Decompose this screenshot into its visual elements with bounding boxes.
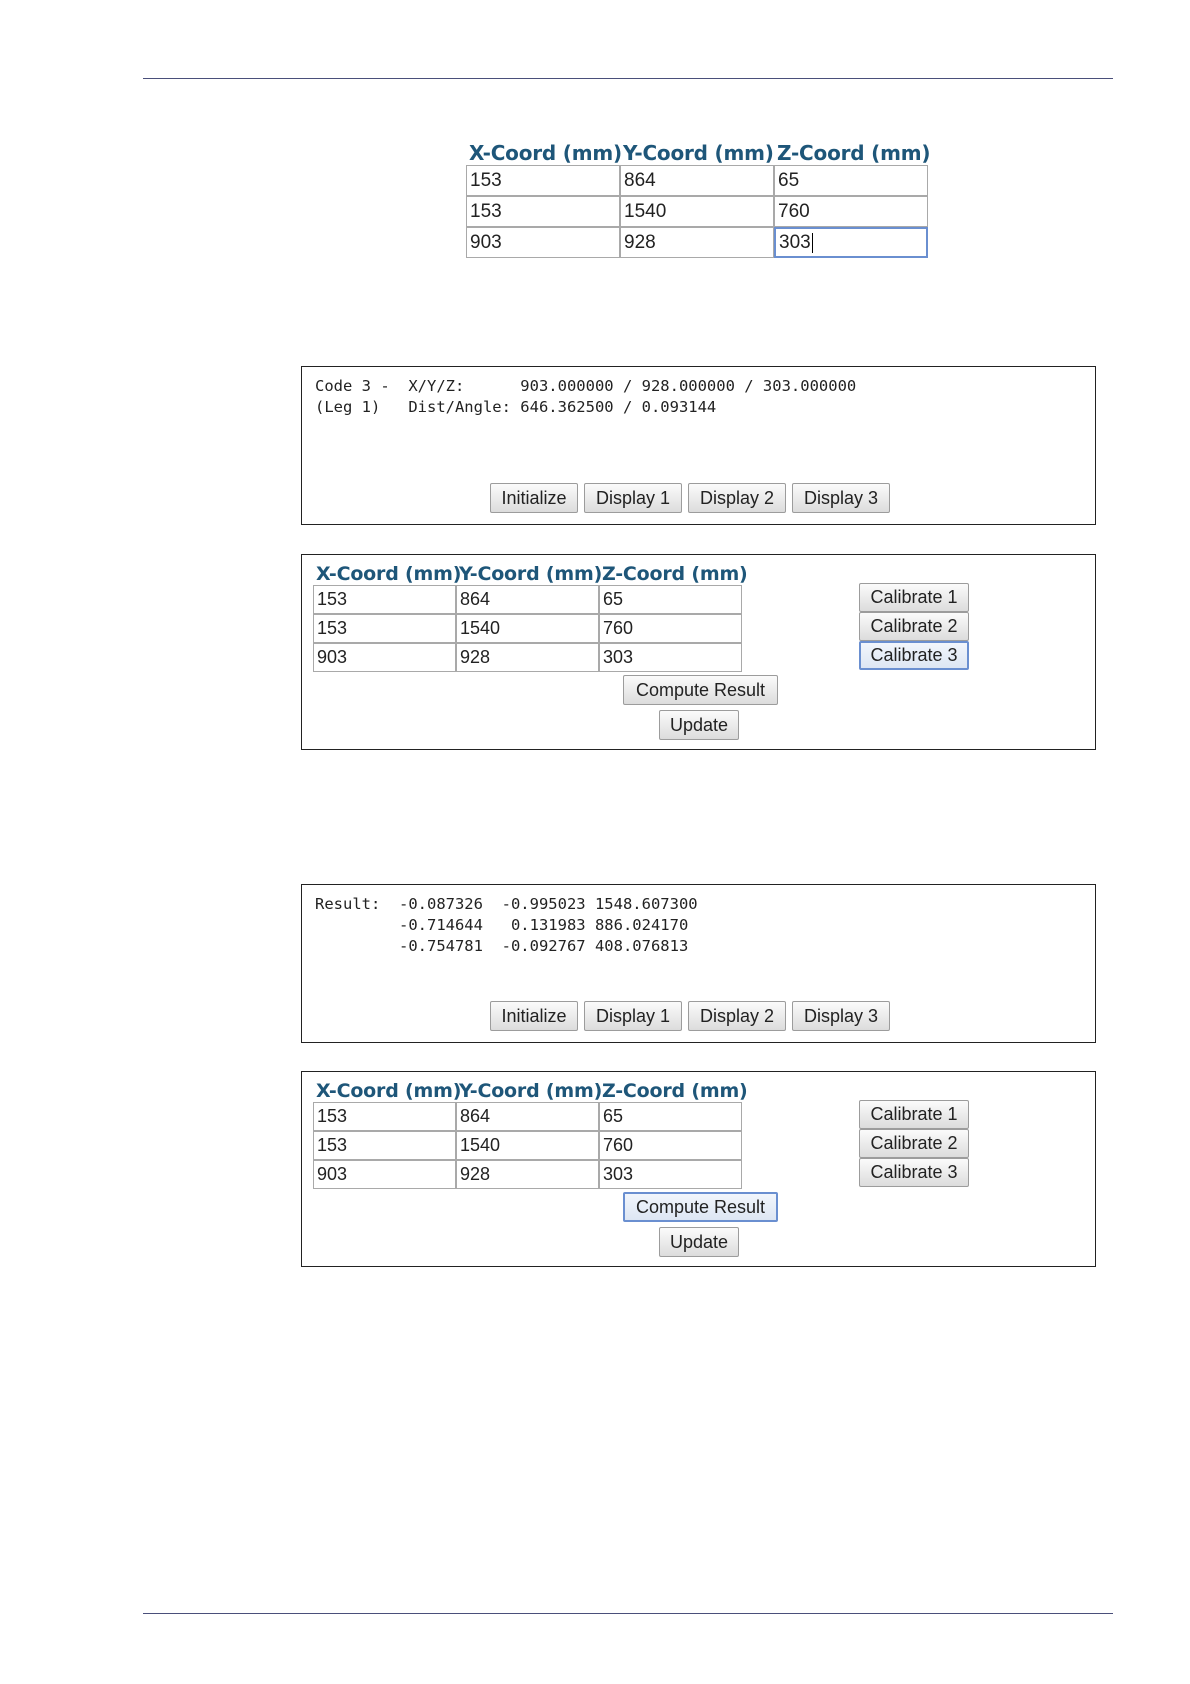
calibrate-2-button[interactable]: Calibrate 2 (859, 1129, 969, 1158)
x-coord-input[interactable]: 903 (313, 1160, 456, 1189)
y-coord-input[interactable]: 1540 (620, 196, 774, 227)
calibrate-1-button[interactable]: Calibrate 1 (859, 1100, 969, 1129)
output-panel (301, 366, 1096, 525)
compute-result-button[interactable]: Compute Result (623, 675, 778, 705)
z-coord-input[interactable]: 65 (774, 165, 928, 196)
display-3-button[interactable]: Display 3 (792, 483, 890, 513)
z-coord-input[interactable]: 303 (599, 643, 742, 672)
z-coord-input[interactable]: 760 (599, 614, 742, 643)
y-coord-input[interactable]: 864 (456, 585, 599, 614)
z-coord-input[interactable]: 760 (774, 196, 928, 227)
display-2-button[interactable]: Display 2 (688, 1001, 786, 1031)
calibrate-3-button[interactable]: Calibrate 3 (859, 1158, 969, 1187)
coord-table (313, 559, 748, 672)
display-1-button[interactable]: Display 1 (584, 1001, 682, 1031)
y-coord-input[interactable]: 864 (620, 165, 774, 196)
x-coord-input[interactable]: 903 (466, 227, 620, 258)
y-coord-header: Y-Coord (mm) (459, 563, 603, 585)
z-coord-input[interactable]: 760 (599, 1131, 742, 1160)
coord-table-top (466, 137, 931, 258)
calibrate-1-button[interactable]: Calibrate 1 (859, 583, 969, 612)
initialize-button[interactable]: Initialize (490, 1001, 578, 1031)
x-coord-input[interactable]: 153 (466, 196, 620, 227)
header-rule (143, 78, 1113, 79)
z-coord-input[interactable]: 65 (599, 585, 742, 614)
text-caret (812, 233, 813, 253)
output-line: (Leg 1) Dist/Angle: 646.362500 / 0.093144 (315, 398, 717, 416)
x-coord-header: X-Coord (mm) (316, 563, 462, 585)
display-2-button[interactable]: Display 2 (688, 483, 786, 513)
z-coord-input-focused[interactable] (774, 227, 928, 258)
x-coord-header: X-Coord (mm) (469, 141, 622, 165)
result-line: -0.714644 0.131983 886.024170 (315, 916, 689, 934)
update-button[interactable]: Update (659, 710, 739, 740)
y-coord-input[interactable]: 928 (456, 1160, 599, 1189)
output-line: Code 3 - X/Y/Z: 903.000000 / 928.000000 / 303.000000 (315, 377, 857, 395)
y-coord-input[interactable]: 1540 (456, 1131, 599, 1160)
display-1-button[interactable]: Display 1 (584, 483, 682, 513)
y-coord-input[interactable]: 928 (620, 227, 774, 258)
x-coord-input[interactable]: 153 (313, 614, 456, 643)
footer-rule (143, 1613, 1113, 1614)
compute-result-button[interactable]: Compute Result (623, 1192, 778, 1222)
y-coord-input[interactable]: 1540 (456, 614, 599, 643)
result-panel (301, 884, 1096, 1043)
display-3-button[interactable]: Display 3 (792, 1001, 890, 1031)
z-coord-input[interactable]: 303 (599, 1160, 742, 1189)
calibration-panel (301, 1071, 1096, 1267)
initialize-button[interactable]: Initialize (490, 483, 578, 513)
x-coord-header: X-Coord (mm) (316, 1080, 462, 1102)
y-coord-input[interactable]: 928 (456, 643, 599, 672)
x-coord-input[interactable]: 153 (313, 1102, 456, 1131)
coord-table (313, 1076, 748, 1189)
x-coord-input[interactable]: 903 (313, 643, 456, 672)
result-line: Result: -0.087326 -0.995023 1548.607300 (315, 895, 698, 913)
z-coord-header: Z-Coord (mm) (602, 1080, 748, 1102)
z-coord-input[interactable]: 65 (599, 1102, 742, 1131)
calibrate-2-button[interactable]: Calibrate 2 (859, 612, 969, 641)
z-coord-value: 303 (779, 231, 811, 253)
calibrate-3-button[interactable]: Calibrate 3 (859, 641, 969, 670)
x-coord-input[interactable]: 153 (466, 165, 620, 196)
z-coord-header: Z-Coord (mm) (602, 563, 748, 585)
y-coord-header: Y-Coord (mm) (459, 1080, 603, 1102)
result-line: -0.754781 -0.092767 408.076813 (315, 937, 689, 955)
z-coord-header: Z-Coord (mm) (777, 141, 931, 165)
calibration-panel (301, 554, 1096, 750)
y-coord-header: Y-Coord (mm) (623, 141, 774, 165)
x-coord-input[interactable]: 153 (313, 1131, 456, 1160)
y-coord-input[interactable]: 864 (456, 1102, 599, 1131)
x-coord-input[interactable]: 153 (313, 585, 456, 614)
update-button[interactable]: Update (659, 1227, 739, 1257)
